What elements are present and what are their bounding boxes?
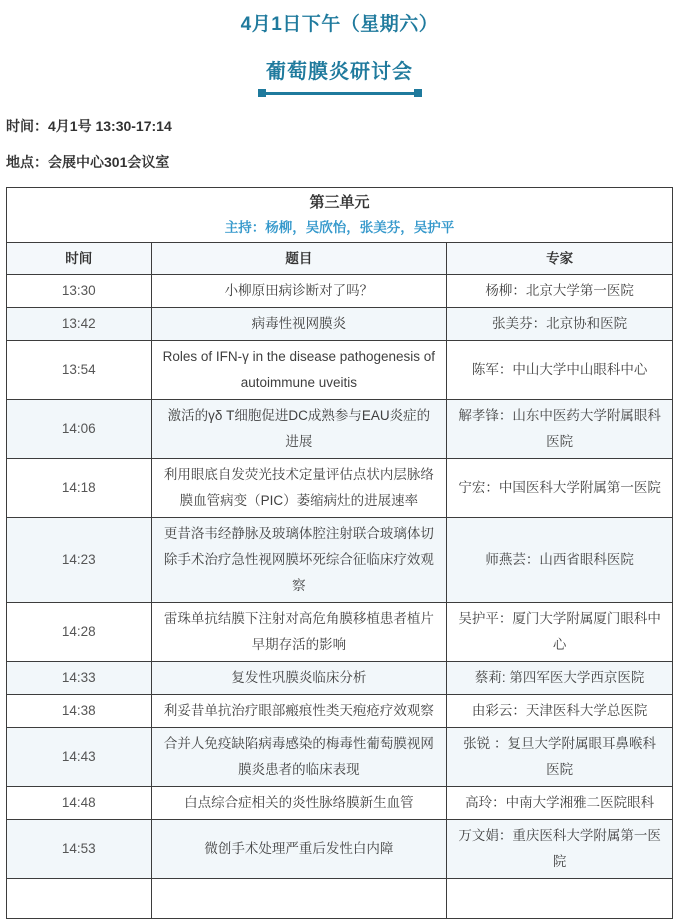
page-title: 4月1日下午（星期六） xyxy=(240,14,439,35)
topic-cell: 合并人免疫缺陷病毒感染的梅毒性葡萄膜视网膜炎患者的临床表现 xyxy=(151,728,447,787)
unit-title: 第三单元 xyxy=(309,194,370,211)
column-header-expert: 专家 xyxy=(447,243,673,275)
time-cell: 13:42 xyxy=(7,308,152,341)
subtitle-underline-bar xyxy=(258,89,422,97)
table-row xyxy=(7,820,673,879)
unit-header-cell xyxy=(7,188,673,243)
expert-cell: 宁宏：中国医科大学附属第一医院 xyxy=(447,459,673,518)
topic-cell: 复发性巩膜炎临床分析 xyxy=(151,662,447,695)
table-row xyxy=(7,728,673,787)
topic-cell: 白点综合症相关的炎性脉络膜新生血管 xyxy=(151,787,447,820)
time-cell: 14:33 xyxy=(7,662,152,695)
session-subtitle: 葡萄膜炎研讨会 xyxy=(266,61,413,83)
topic-cell: 激活的γδ T细胞促进DC成熟参与EAU炎症的进展 xyxy=(151,400,447,459)
table-row xyxy=(7,603,673,662)
underline-line xyxy=(266,92,414,95)
time-cell: 14:38 xyxy=(7,695,152,728)
expert-cell: 解孝锋：山东中医药大学附属眼科医院 xyxy=(447,400,673,459)
expert-cell: 师燕芸：山西省眼科医院 xyxy=(447,518,673,603)
topic-cell: 更昔洛韦经静脉及玻璃体腔注射联合玻璃体切除手术治疗急性视网膜坏死综合征临床疗效观察 xyxy=(151,518,447,603)
expert-cell: 万文娟：重庆医科大学附属第一医院 xyxy=(447,820,673,879)
expert-cell: 吴护平：厦门大学附属厦门眼科中心 xyxy=(447,603,673,662)
time-cell: 14:28 xyxy=(7,603,152,662)
time-cell: 14:23 xyxy=(7,518,152,603)
table-row xyxy=(7,400,673,459)
table-row xyxy=(7,787,673,820)
expert-cell: 高玲：中南大学湘雅二医院眼科 xyxy=(447,787,673,820)
moderators-line: 主持：杨柳，吴欣怡，张美芬，吴护平 xyxy=(224,220,455,235)
expert-cell: 由彩云：天津医科大学总医院 xyxy=(447,695,673,728)
table-row xyxy=(7,695,673,728)
time-cell xyxy=(7,879,152,919)
underline-left-square xyxy=(258,89,266,97)
column-header-topic: 题目 xyxy=(151,243,447,275)
expert-cell: 陈军：中山大学中山眼科中心 xyxy=(447,341,673,400)
column-header-time: 时间 xyxy=(7,243,152,275)
table-row xyxy=(7,275,673,308)
table-row xyxy=(7,459,673,518)
expert-cell: 杨柳：北京大学第一医院 xyxy=(447,275,673,308)
time-cell: 13:30 xyxy=(7,275,152,308)
schedule-table xyxy=(6,187,673,919)
topic-cell: 利妥昔单抗治疗眼部瘢痕性类天疱疮疗效观察 xyxy=(151,695,447,728)
time-cell: 14:06 xyxy=(7,400,152,459)
time-cell: 14:43 xyxy=(7,728,152,787)
table-row xyxy=(7,341,673,400)
table-row xyxy=(7,308,673,341)
time-label: 时间：4月1号 13:30-17:14 xyxy=(6,118,172,134)
table-row xyxy=(7,662,673,695)
time-cell: 14:18 xyxy=(7,459,152,518)
unit-header-row xyxy=(7,188,673,243)
session-subtitle-block xyxy=(6,55,673,97)
time-cell: 14:53 xyxy=(7,820,152,879)
expert-cell xyxy=(447,879,673,919)
topic-cell: 利用眼底自发荧光技术定量评估点状内层脉络膜血管病变（PIC）萎缩病灶的进展速率 xyxy=(151,459,447,518)
time-cell: 13:54 xyxy=(7,341,152,400)
topic-cell: 微创手术处理严重后发性白内障 xyxy=(151,820,447,879)
topic-cell: 小柳原田病诊断对了吗？ xyxy=(151,275,447,308)
topic-cell: Roles of IFN-γ in the disease pathogenesis of autoimmune uveitis xyxy=(151,341,447,400)
table-row-cutoff xyxy=(7,879,673,919)
expert-cell: 张美芬：北京协和医院 xyxy=(447,308,673,341)
topic-cell xyxy=(151,879,447,919)
time-cell: 14:48 xyxy=(7,787,152,820)
topic-cell: 病毒性视网膜炎 xyxy=(151,308,447,341)
underline-right-square xyxy=(414,89,422,97)
expert-cell: 张锐 ：复旦大学附属眼耳鼻喉科医院 xyxy=(447,728,673,787)
expert-cell: 蔡莉: 第四军医大学西京医院 xyxy=(447,662,673,695)
table-row xyxy=(7,518,673,603)
location-label: 地点：会展中心301会议室 xyxy=(6,154,170,170)
topic-cell: 雷珠单抗结膜下注射对高危角膜移植患者植片早期存活的影响 xyxy=(151,603,447,662)
column-header-row xyxy=(7,243,673,275)
